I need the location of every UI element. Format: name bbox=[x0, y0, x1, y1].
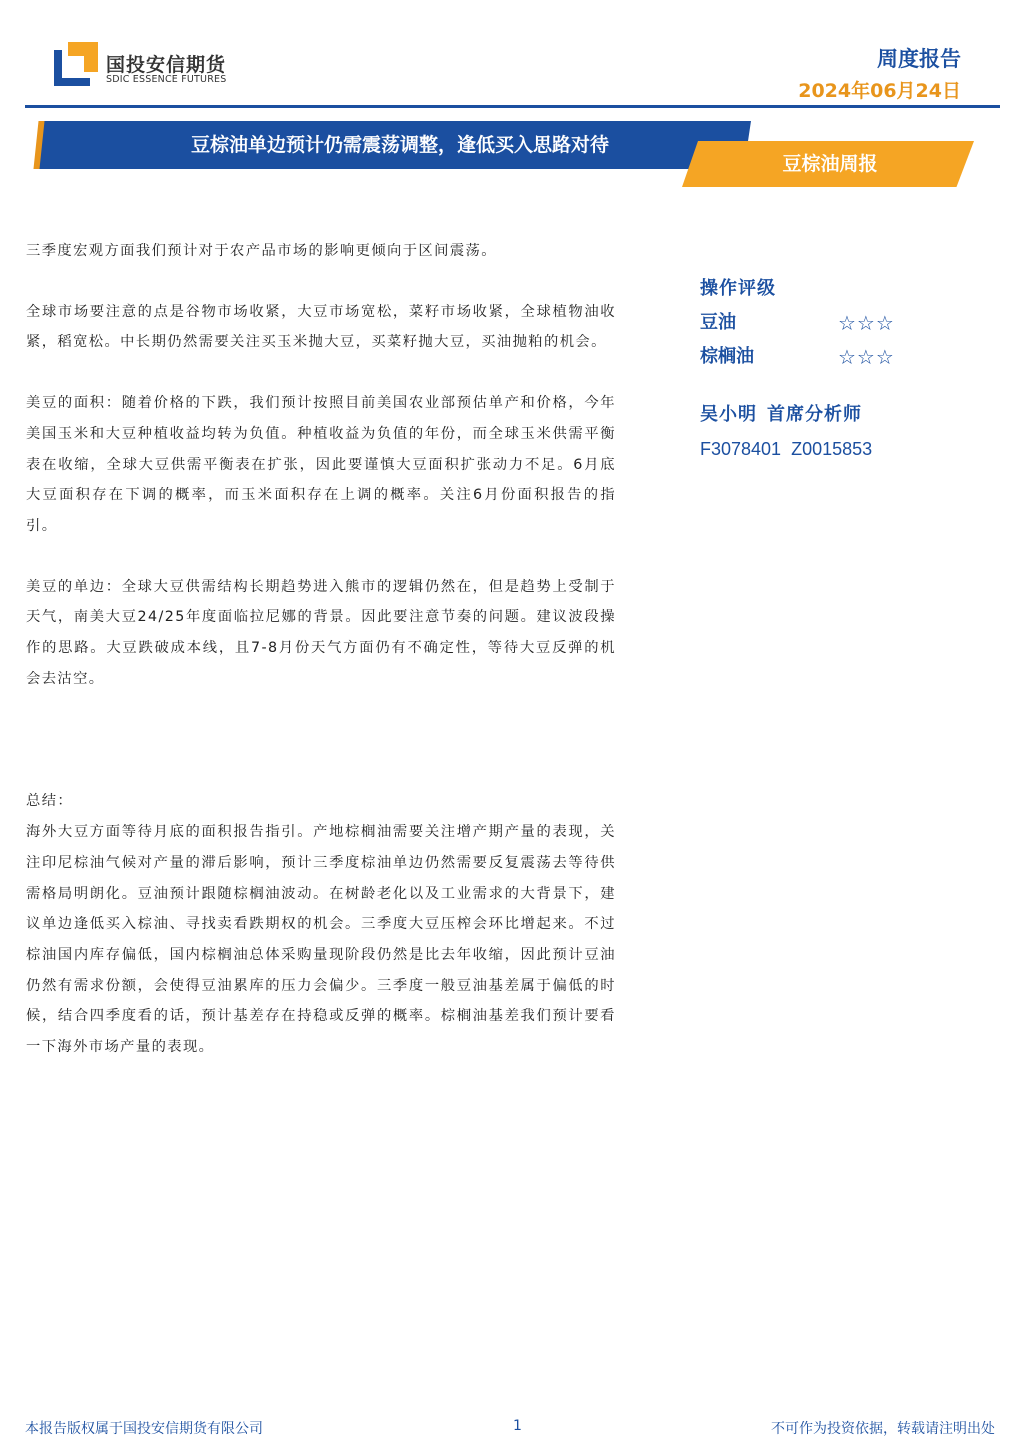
analyst-name: 吴小明 bbox=[700, 404, 757, 425]
logo-name-en: SDIC ESSENCE FUTURES bbox=[106, 74, 227, 85]
page-number: 1 bbox=[513, 1418, 522, 1434]
company-logo bbox=[54, 42, 244, 90]
paragraph-global-market: 全球市场要注意的点是谷物市场收紧，大豆市场宽松，菜籽市场收紧，全球植物油收紧，稻宽松。中长期仍然需要关注买玉米抛大豆，买菜籽抛大豆，买油抛粕的机会。 bbox=[26, 303, 616, 351]
star-rating-icon: ☆☆☆ bbox=[838, 345, 895, 369]
rating-sidebar bbox=[700, 272, 1000, 466]
category-label: 豆棕油周报 bbox=[782, 153, 878, 175]
analyst-line bbox=[700, 398, 1000, 432]
footer-disclaimer: 不可作为投资依据，转载请注明出处 bbox=[771, 1421, 995, 1437]
header-divider bbox=[25, 105, 1000, 108]
rating-row-palmoil bbox=[700, 340, 1000, 374]
summary-text: 海外大豆方面等待月底的面积报告指引。产地棕榈油需要关注增产期产量的表现，关注印尼棕油气候对产量的滞后影响，预计三季度棕油单边仍然需要反复震荡去等待供需格局明朗化。豆油预计跟随棕榈油波动。在树龄老化以及工业需求的大背景下，建议单边逢低买入棕油、寻找卖看跌期权的机会。三季度大豆压榨会环比增起来。不过棕油国内库存偏低，国内棕榈油总体采购量现阶段仍然是比去年收缩，因此预计豆油仍然有需求份额，会使得豆油累库的压力会偏少。三季度一般豆油基差属于偏低的时候，结合四季度看的话，预计基差存在持稳或反弹的概率。棕榈油基差我们预计要看一下海外市场产量的表现。 bbox=[26, 824, 616, 1056]
report-body bbox=[26, 236, 616, 1063]
paragraph-us-soy-direction: 美豆的单边：全球大豆供需结构长期趋势进入熊市的逻辑仍然在，但是趋势上受制于天气，南美大豆24/25年度面临拉尼娜的背景。因此要注意节奏的问题。建议波段操作的思路。大豆跌破成本线，且7-8月份天气方面仍有不确定性，等待大豆反弹的机会去沽空。 bbox=[26, 578, 616, 687]
paragraph-us-soy-acreage: 美豆的面积：随着价格的下跌，我们预计按照目前美国农业部预估单产和价格，今年美国玉米和大豆种植收益均转为负值。种植收益为负值的年份，而全球玉米供需平衡表在收缩，全球大豆供需平衡表在扩张，因此要谨慎大豆面积扩张动力不足。6月底大豆面积存在下调的概率，而玉米面积存在上调的概率。关注6月份面积报告的指引。 bbox=[26, 395, 616, 534]
logo-name-cn: 国投安信期货 bbox=[106, 54, 227, 76]
paragraph-macro: 三季度宏观方面我们预计对于农产品市场的影响更倾向于区间震荡。 bbox=[26, 243, 497, 259]
rating-name: 豆油 bbox=[700, 312, 736, 333]
rating-row-soyoil bbox=[700, 306, 1000, 340]
footer-copyright: 本报告版权属于国投安信期货有限公司 bbox=[25, 1421, 263, 1437]
rating-name: 棕榈油 bbox=[700, 346, 754, 367]
rating-heading: 操作评级 bbox=[700, 278, 776, 299]
analyst-role: 首席分析师 bbox=[767, 404, 862, 425]
license-z: Z0015853 bbox=[791, 439, 873, 459]
report-type: 周度报告 bbox=[877, 47, 961, 71]
license-f: F3078401 bbox=[700, 439, 782, 459]
report-date: 2024年06月24日 bbox=[798, 80, 961, 102]
star-rating-icon: ☆☆☆ bbox=[838, 311, 895, 335]
analyst-license bbox=[700, 432, 1000, 466]
report-title: 豆棕油单边预计仍需震荡调整，逢低买入思路对待 bbox=[190, 134, 609, 156]
summary-label: 总结： bbox=[26, 793, 74, 810]
logo-mark-icon bbox=[54, 42, 98, 86]
